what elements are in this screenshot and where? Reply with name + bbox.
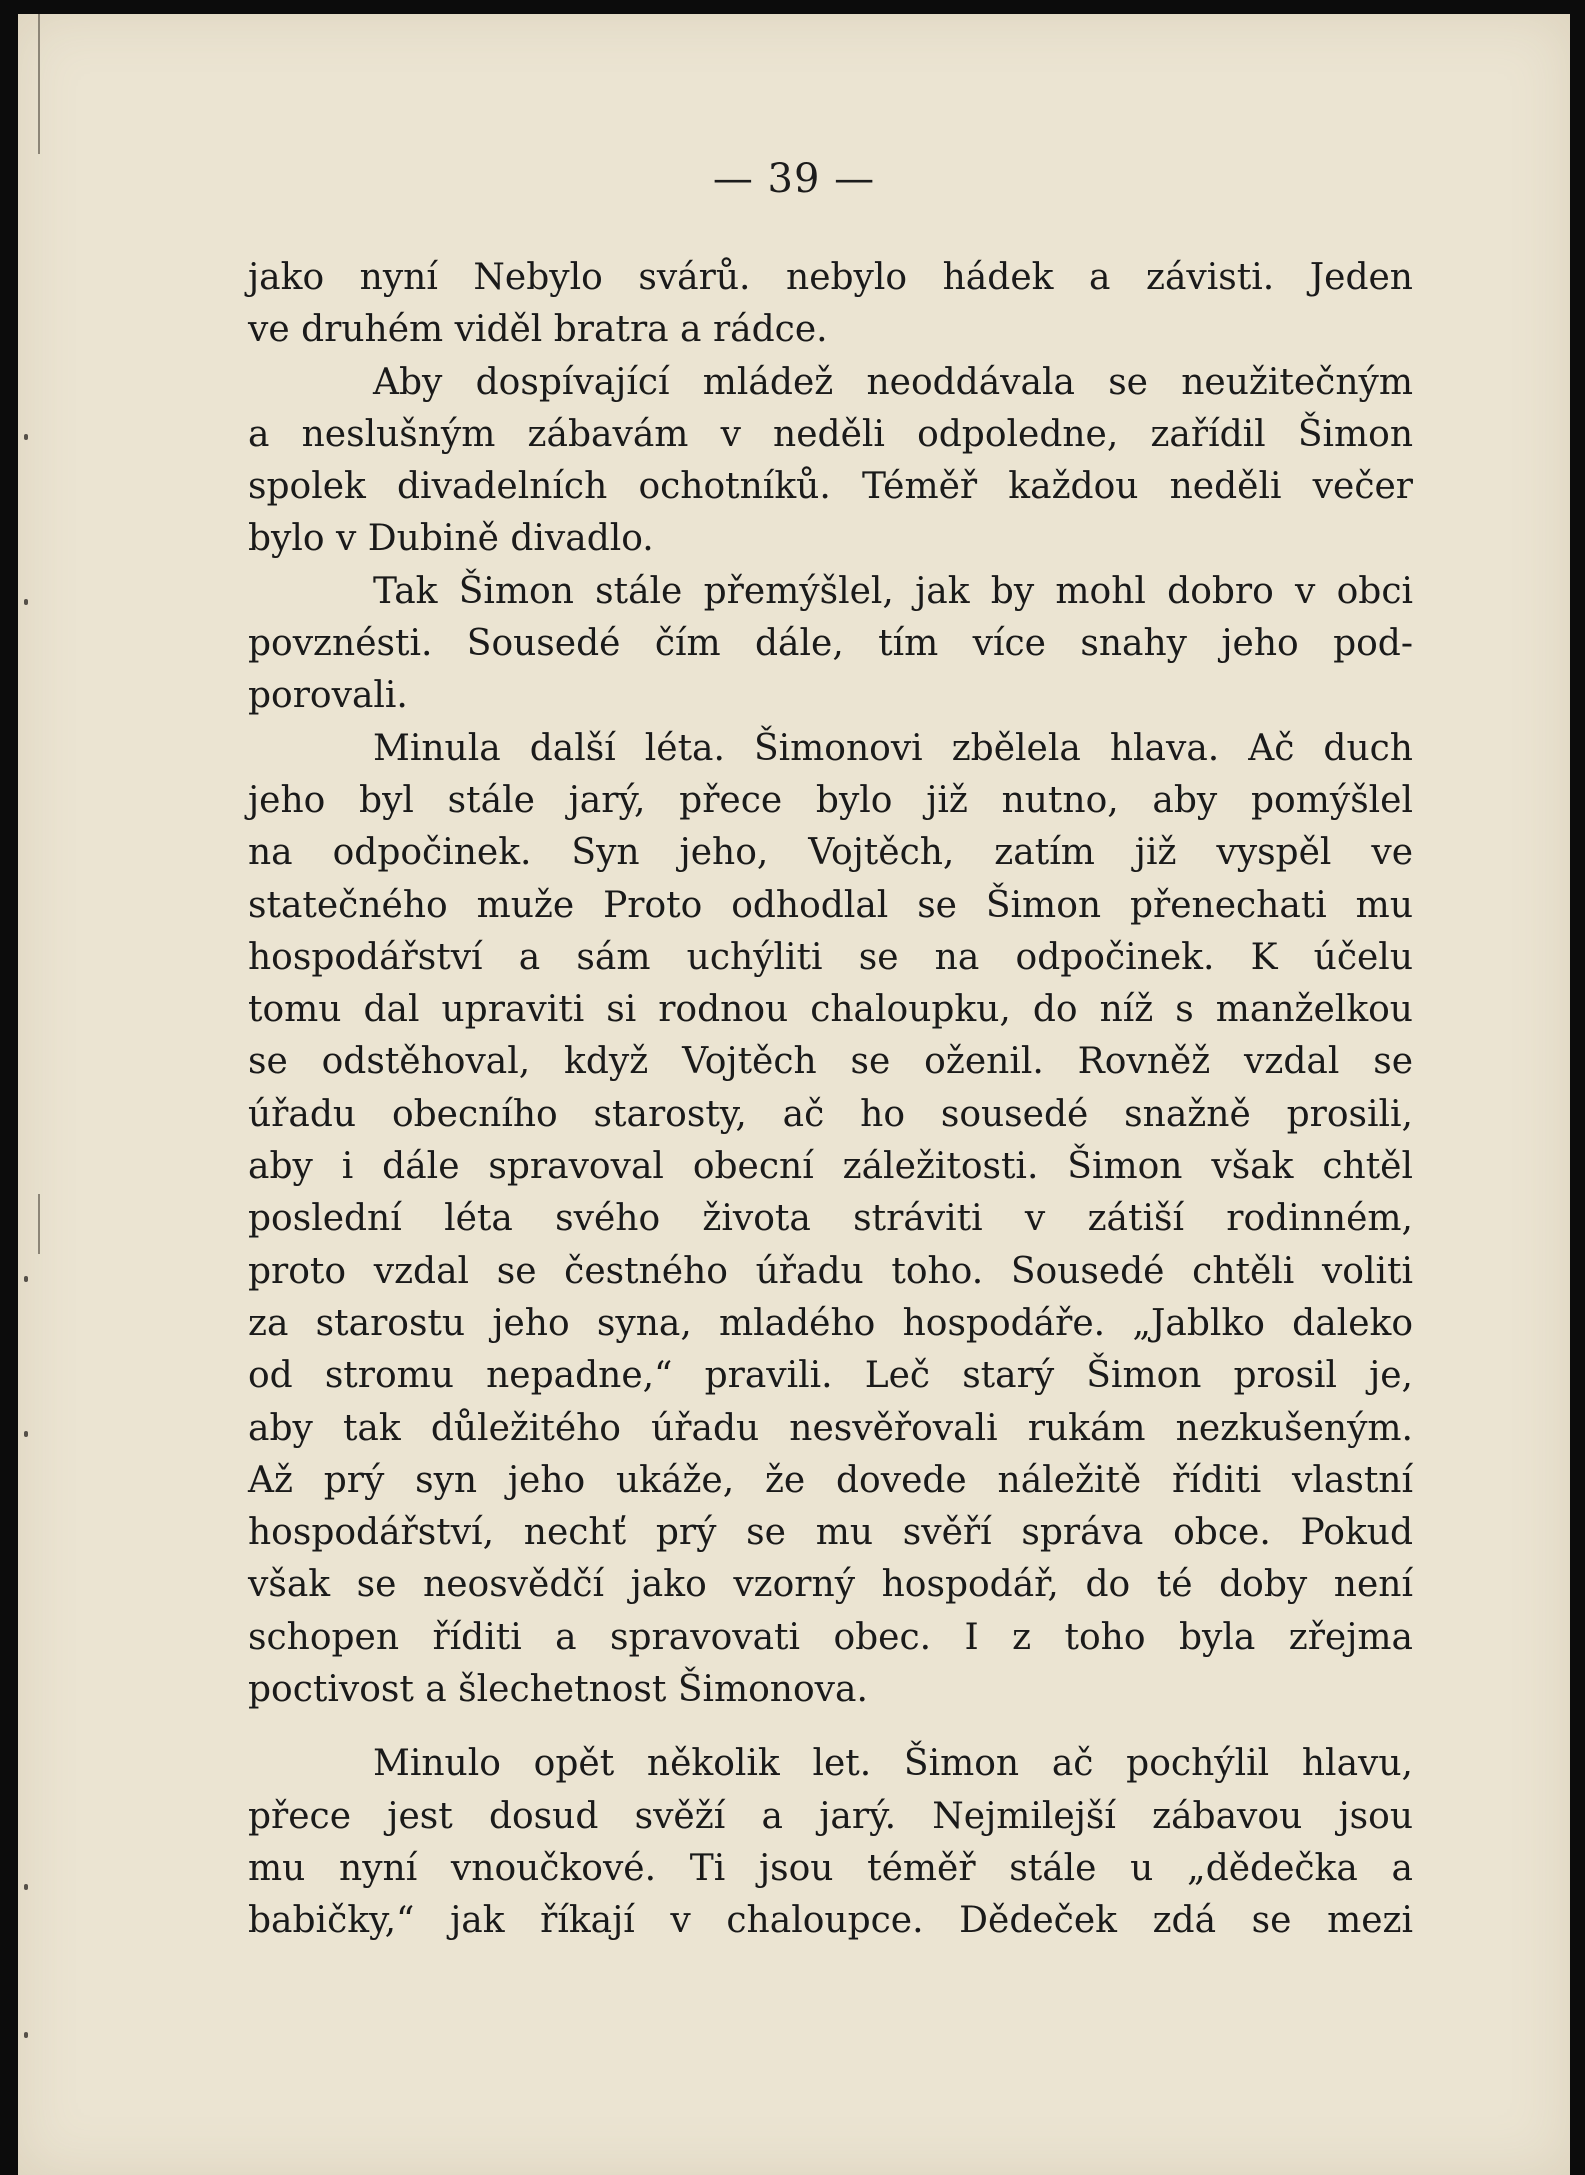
page-number: — 39 — <box>712 156 876 202</box>
margin-speck <box>24 1431 28 1437</box>
margin-speck <box>24 434 28 440</box>
text-line: spolek divadelních ochotníků. Téměř každou neděli večer <box>248 466 1413 508</box>
margin-speck <box>24 1884 28 1890</box>
text-line: bylo v Dubině divadlo. <box>248 518 654 560</box>
text-line: poctivost a šlechetnost Šimonova. <box>248 1669 868 1711</box>
text-line: hospodářství a sám uchýliti se na odpočinek. K účelu <box>248 936 1413 978</box>
margin-speck <box>24 599 28 605</box>
text-line: jeho byl stále jarý, přece bylo již nutno, aby pomýšlel <box>248 779 1413 821</box>
text-line: schopen říditi a spravovati obec. I z toho byla zřejma <box>248 1616 1413 1658</box>
text-line: mu nyní vnoučkové. Ti jsou téměř stále u „dědečka a <box>248 1847 1413 1889</box>
binding-edge-line <box>38 14 40 154</box>
text-line: Minula další léta. Šimonovi zbělela hlava. Ač duch <box>373 727 1413 769</box>
text-line: poslední léta svého života stráviti v zátiší rodinném, <box>248 1198 1413 1240</box>
text-line: ve druhém viděl bratra a rádce. <box>248 309 828 351</box>
text-line: hospodářství, nechť prý se mu svěří správa obce. Pokud <box>248 1512 1413 1554</box>
text-line: porovali. <box>248 675 408 717</box>
text-line: aby tak důležitého úřadu nesvěřovali rukám nezkušeným. <box>248 1407 1413 1449</box>
text-line: přece jest dosud svěží a jarý. Nejmilejší zábavou jsou <box>248 1795 1413 1837</box>
text-line: babičky,“ jak říkají v chaloupce. Dědeček zdá se mezi <box>248 1900 1413 1942</box>
text-line: však se neosvědčí jako vzorný hospodář, do té doby není <box>248 1564 1413 1606</box>
text-line: se odstěhoval, když Vojtěch se oženil. Rovněž vzdal se <box>248 1041 1413 1083</box>
margin-speck <box>24 1276 28 1282</box>
paragraph-gap <box>248 1716 1413 1738</box>
binding-edge-line <box>38 1194 40 1254</box>
text-line: proto vzdal se čestného úřadu toho. Sousedé chtěli voliti <box>248 1250 1413 1292</box>
text-line: od stromu nepadne,“ pravili. Leč starý Šimon prosil je, <box>248 1355 1413 1397</box>
text-line: Minulo opět několik let. Šimon ač pochýlil hlavu, <box>373 1743 1413 1785</box>
text-line: úřadu obecního starosty, ač ho sousedé snažně prosili, <box>248 1093 1413 1135</box>
text-line: jako nyní Nebylo svárů. nebylo hádek a závisti. Jeden <box>248 257 1413 298</box>
text-line: Až prý syn jeho ukáže, že dovede náležitě říditi vlastní <box>248 1459 1413 1501</box>
book-page <box>18 14 1570 2175</box>
text-line: Aby dospívající mládež neoddávala se neužitečným <box>373 361 1413 403</box>
text-line: aby i dále spravoval obecní záležitosti. Šimon však chtěl <box>248 1146 1413 1188</box>
text-line: tomu dal upraviti si rodnou chaloupku, do níž s manželkou <box>248 989 1413 1031</box>
text-line: statečného muže Proto odhodlal se Šimon přenechati mu <box>248 884 1413 926</box>
margin-speck <box>24 2032 28 2038</box>
text-line: povznésti. Sousedé čím dále, tím více snahy jeho pod- <box>248 623 1413 665</box>
text-line: na odpočinek. Syn jeho, Vojtěch, zatím již vyspěl ve <box>248 832 1413 874</box>
text-line: a neslušným zábavám v neděli odpoledne, zařídil Šimon <box>248 413 1413 455</box>
text-line: Tak Šimon stále přemýšlel, jak by mohl dobro v obci <box>373 570 1413 612</box>
text-line: za starostu jeho syna, mladého hospodáře. „Jablko daleko <box>248 1302 1413 1344</box>
body-text <box>248 252 1413 1948</box>
